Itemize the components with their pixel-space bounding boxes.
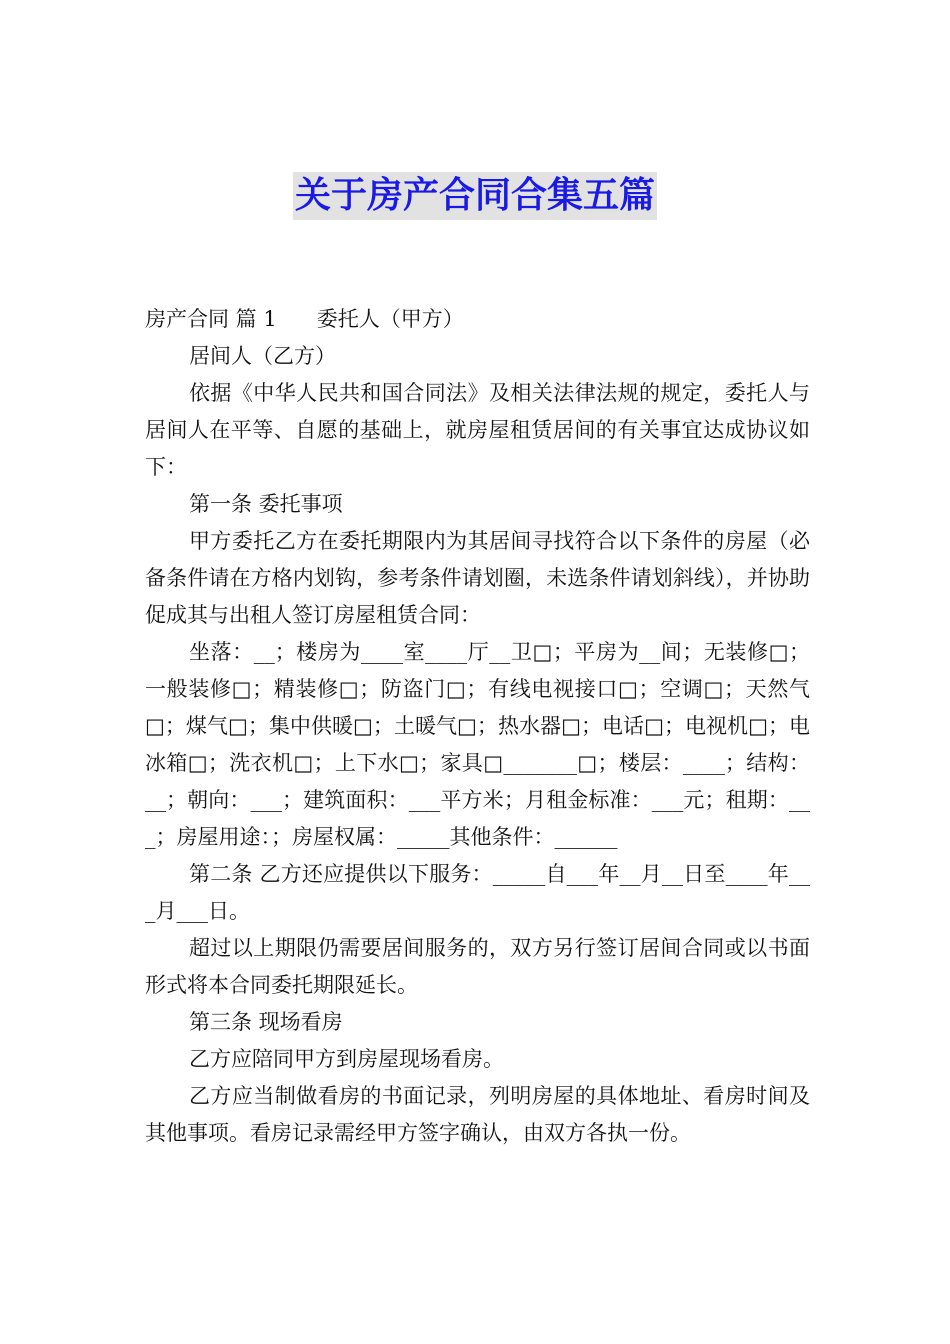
party-a-label: 委托人（甲方） <box>316 307 464 331</box>
document-body <box>145 301 810 1152</box>
property-conditions-paragraph: 坐落：__；楼房为____室____厅__卫□；平房为__间；无装修□；一般装修□；精装修□；防盗门□；有线电视接口□；空调□；天然气□；煤气□；集中供暖□；土暖气□；热水器□；电话□；电视机□；电冰箱□；洗衣机□；上下水□；家具□_______□；楼层：____；结构：__；朝向：___；建筑面积：___平方米；月租金标准：___元；租期：___；房屋用途：；房屋权属：_____其他条件：______ <box>145 640 810 849</box>
title-container <box>0 172 950 220</box>
article-1-heading: 第一条 委托事项 <box>189 492 343 516</box>
document-title: 关于房产合同合集五篇 <box>293 172 657 220</box>
preamble-paragraph: 依据《中华人民共和国合同法》及相关法律法规的规定，委托人与居间人在平等、自愿的基础上，就房屋租赁居间的有关事宜达成协议如下： <box>145 381 810 479</box>
party-b-label: 居间人（乙方） <box>189 344 336 368</box>
viewing-record-paragraph: 乙方应当制做看房的书面记录，列明房屋的具体地址、看房时间及其他事项。看房记录需经甲方签字确认，由双方各执一份。 <box>145 1084 810 1145</box>
contract-heading: 房产合同 篇 1 <box>145 307 277 331</box>
article-1-paragraph: 甲方委托乙方在委托期限内为其居间寻找符合以下条件的房屋（必备条件请在方格内划钩，参考条件请划圈，未选条件请划斜线），并协助促成其与出租人签订房屋租赁合同： <box>145 529 810 627</box>
contract-heading-line <box>145 301 810 338</box>
article-3-heading: 第三条 现场看房 <box>189 1010 343 1034</box>
extension-paragraph: 超过以上期限仍需要居间服务的，双方另行签订居间合同或以书面形式将本合同委托期限延长。 <box>145 936 810 997</box>
viewing-paragraph: 乙方应陪同甲方到房屋现场看房。 <box>189 1047 504 1071</box>
article-2-paragraph: 第二条 乙方还应提供以下服务：_____自___年__月__日至____年___月___日。 <box>145 862 810 923</box>
